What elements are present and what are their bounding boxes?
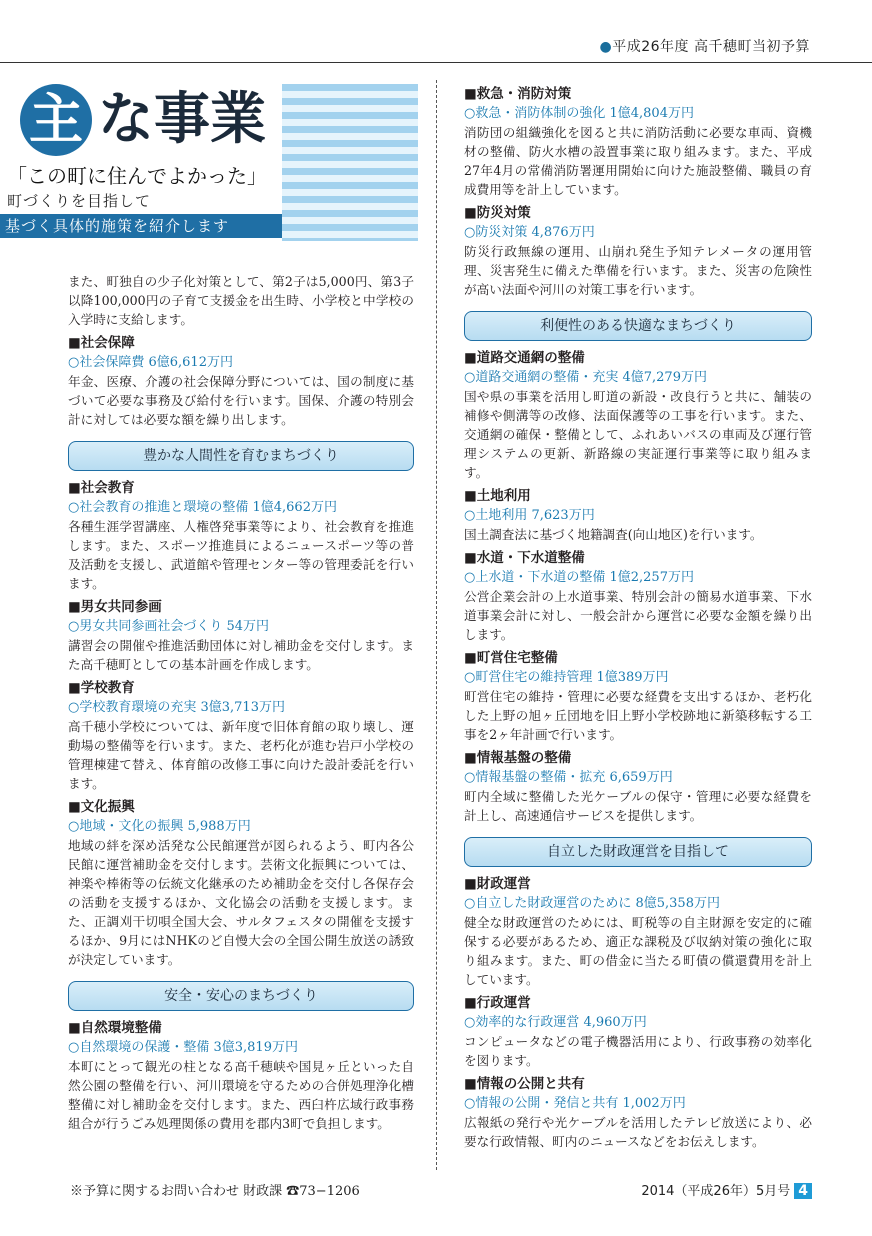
- budget-line: ○効率的な行政運営 4,960万円: [464, 1015, 647, 1030]
- section-heading: ■社会保障: [68, 335, 135, 351]
- section-heading: ■学校教育: [68, 680, 135, 696]
- budget-line: ○土地利用 7,623万円: [464, 508, 595, 523]
- section-text: 消防団の組織強化を図ると共に消防活動に必要な車両、資機材の整備、防火水槽の設置事業に取り組みます。また、平成27年4月の常備消防署運用開始に向けた施設整備、職員の育成費用等を計上しています。: [464, 125, 812, 197]
- section-text: コンピュータなどの電子機器活用により、行政事務の効率化を図ります。: [464, 1034, 812, 1068]
- budget-line: ○社会教育の推進と環境の整備 1億4,662万円: [68, 500, 337, 515]
- section-text: 高千穂小学校については、新年度で旧体育館の取り壊し、運動場の整備等を行います。また、老朽化が進む岩戸小学校の管理棟建て替え、体育館の改修工事に向けた設計委託を行います。: [68, 719, 414, 791]
- budget-line: ○自立した財政運営のために 8億5,358万円: [464, 896, 720, 911]
- column-divider: [436, 80, 437, 1170]
- budget-line: ○救急・消防体制の強化 1億4,804万円: [464, 106, 694, 121]
- section-heading: ■水道・下水道整備: [464, 550, 585, 566]
- section-band: 安全・安心のまちづくり: [68, 981, 414, 1011]
- subtitle-bar: 基づく具体的施策を紹介します: [0, 214, 282, 238]
- section-text: 町営住宅の維持・管理に必要な経費を支出するほか、老朽化した上野の旭ヶ丘団地を旧上野小学校跡地に新築移転する工事を2ヶ年計画で行います。: [464, 689, 812, 742]
- section-heading: ■情報基盤の整備: [464, 750, 572, 766]
- budget-line: ○情報基盤の整備・拡充 6,659万円: [464, 770, 673, 785]
- budget-line: ○社会保障費 6億6,612万円: [68, 355, 233, 370]
- section-band: 利便性のある快適なまちづくり: [464, 311, 812, 341]
- section-text: 本町にとって観光の柱となる高千穂峡や国見ヶ丘といった自然公園の整備を行い、河川環境を守るための合併処理浄化槽整備に対し補助金を交付します。また、西臼杵広域行政事務組合が行うごみ処理関係の費用を郡内3町で負担します。: [68, 1059, 414, 1131]
- tagline: 「この町に住んでよかった」: [7, 164, 267, 188]
- left-intro: また、町独自の少子化対策として、第2子は5,000円、第3子以降100,000円の子育て支援金を出生時、小学校と中学校の入学時に支給します。: [68, 274, 414, 327]
- budget-line: ○自然環境の保護・整備 3億3,819万円: [68, 1040, 298, 1055]
- section-heading: ■防災対策: [464, 205, 531, 221]
- section-text: 講習会の開催や推進活動団体に対し補助金を交付します。また高千穂町としての基本計画を作成します。: [68, 638, 414, 672]
- budget-line: ○情報の公開・発信と共有 1,002万円: [464, 1096, 686, 1111]
- section-band: 自立した財政運営を目指して: [464, 837, 812, 867]
- budget-line: ○町営住宅の維持管理 1億389万円: [464, 670, 669, 685]
- section-band: 豊かな人間性を育むまちづくり: [68, 441, 414, 471]
- section-text: 国土調査法に基づく地籍調査(向山地区)を行います。: [464, 527, 763, 542]
- budget-line: ○道路交通網の整備・充実 4億7,279万円: [464, 370, 707, 385]
- footer-contact: ※予算に関するお問い合わせ 財政課 ☎73−1206: [70, 1184, 360, 1199]
- title-stripes: [282, 84, 418, 241]
- page-number: 4: [794, 1183, 812, 1199]
- section-heading: ■町営住宅整備: [464, 650, 558, 666]
- section-heading: ■男女共同参画: [68, 599, 162, 615]
- section-text: 町内全域に整備した光ケーブルの保守・管理に必要な経費を計上し、高速通信サービスを提供します。: [464, 789, 812, 823]
- right-column: [464, 80, 812, 1151]
- section-text: 公営企業会計の上水道事業、特別会計の簡易水道事業、下水道事業会計に対し、一般会計から運営に必要な金額を繰り出します。: [464, 589, 812, 642]
- budget-line: ○学校教育環境の充実 3億3,713万円: [68, 700, 285, 715]
- section-text: 健全な財政運営のためには、町税等の自主財源を安定的に確保する必要があるため、適正な課税及び収納対策の強化に取り組みます。また、町の借金に当たる町債の償還費用を計上しています。: [464, 915, 812, 987]
- section-text: 広報紙の発行や光ケーブルを活用したテレビ放送により、必要な行政情報、町内のニュースなどをお伝えします。: [464, 1115, 812, 1149]
- section-text: 地域の絆を深め活発な公民館運営が図られるよう、町内各公民館に運営補助金を交付します。芸術文化振興については、神楽や棒術等の伝統文化継承のため補助金を交付し各保存会の活動を支援するほか、文化協会の活動を支援します。また、正調刈干切唄全国大会、サルタフェスタの開催を支援するほか、9月にはNHKのど自慢大会の全国公開生放送の誘致が決定しています。: [68, 838, 414, 967]
- section-heading: ■社会教育: [68, 480, 135, 496]
- section-text: 国や県の事業を活用し町道の新設・改良行うと共に、舗装の補修や側溝等の改修、法面保護等の工事を行います。また、交通網の確保・整備として、ふれあいバスの車両及び運行管理システムの更新、新路線の実証運行事業等に取り組みます。: [464, 389, 812, 480]
- section-heading: ■道路交通網の整備: [464, 350, 585, 366]
- section-heading: ■情報の公開と共有: [464, 1076, 585, 1092]
- title-circle: 主: [20, 84, 92, 156]
- footer-issue: [641, 1180, 812, 1199]
- budget-line: ○上水道・下水道の整備 1億2,257万円: [464, 570, 694, 585]
- left-column: [68, 272, 414, 1133]
- budget-line: ○男女共同参画社会づくり 54万円: [68, 619, 270, 634]
- section-heading: ■文化振興: [68, 799, 135, 815]
- section-heading: ■財政運営: [464, 876, 531, 892]
- section-text: 各種生涯学習講座、人権啓発事業等により、社会教育を推進します。また、スポーツ推進員によるニュースポーツ等の普及活動を支援し、武道館や管理センター等の管理委託を行います。: [68, 519, 414, 591]
- header-tag-text: 平成26年度 高千穂町当初予算: [612, 39, 810, 55]
- section-heading: ■土地利用: [464, 488, 531, 504]
- section-heading: ■行政運営: [464, 995, 531, 1011]
- page-title: な事業: [98, 87, 266, 152]
- budget-line: ○防災対策 4,876万円: [464, 225, 595, 240]
- subtitle: 町づくりを目指して: [7, 192, 152, 210]
- section-text: 年金、医療、介護の社会保障分野については、国の制度に基づいて必要な事務及び給付を行います。国保、介護の特別会計に対しては必要な額を繰り出します。: [68, 374, 414, 427]
- section-heading: ■救急・消防対策: [464, 86, 572, 102]
- header-tag: [600, 36, 810, 56]
- issue-label: 2014（平成26年）5月号: [641, 1184, 791, 1199]
- budget-line: ○地域・文化の振興 5,988万円: [68, 819, 251, 834]
- section-text: 防災行政無線の運用、山崩れ発生予知テレメータの運用管理、災害発生に備えた準備を行います。また、災害の危険性が高い法面や河川の対策工事を行います。: [464, 244, 812, 297]
- bullet-icon: ●: [599, 39, 613, 55]
- header-rule: [0, 62, 872, 63]
- section-heading: ■自然環境整備: [68, 1020, 162, 1036]
